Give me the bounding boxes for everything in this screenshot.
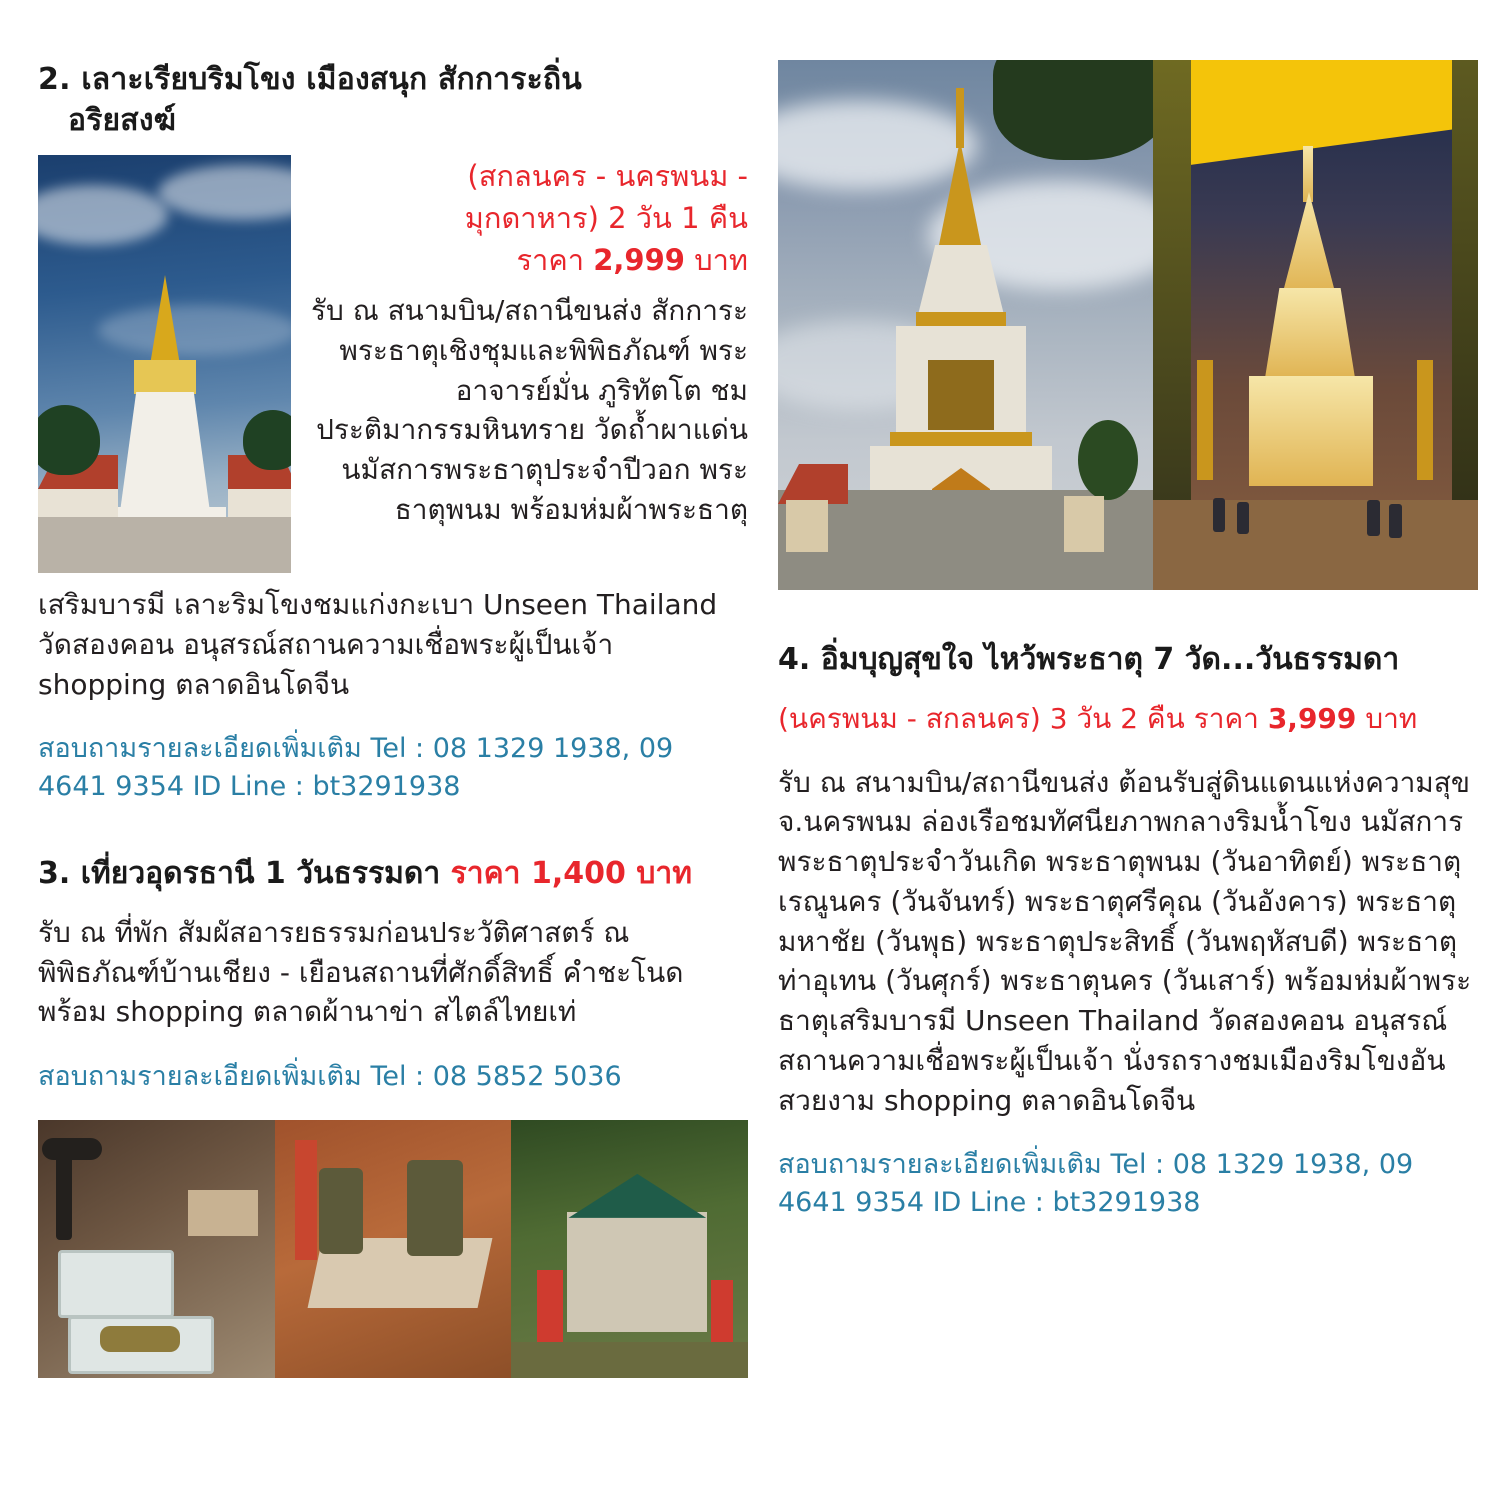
two-column-layout xyxy=(38,60,1472,1378)
lamp-post xyxy=(1417,360,1433,480)
package-4-contact: สอบถามรายละเอียดเพิ่มเติม Tel : 08 1329 1938, 09 4641 9354 ID Line : bt3291938 xyxy=(778,1149,1414,1219)
package-2-price-line1: (สกลนคร - นครพนม - xyxy=(467,159,748,193)
package-4-section xyxy=(778,640,1478,1222)
stupa-base-tier xyxy=(1249,376,1373,486)
package-3-title xyxy=(38,850,748,897)
visitor-figure xyxy=(1367,500,1380,536)
stupa-niche xyxy=(928,360,994,430)
package-4-price-prefix: (นครพนม - สกลนคร) 3 วัน 2 คืน ราคา xyxy=(778,701,1259,735)
package-3-contact: สอบถามรายละเอียดเพิ่มเติม Tel : 08 5852 5036 xyxy=(38,1061,622,1093)
worker-figure xyxy=(319,1168,363,1254)
ground-plane xyxy=(511,1342,748,1378)
package-2-price-value: 2,999 xyxy=(593,243,685,278)
package-4-description: รับ ณ สนามบิน/สถานีขนส่ง ต้อนรับสู่ดินแดนแห่งความสุข จ.นครพนม ล่องเรือชมทัศนียภาพกลางริมน้ำโขง นมัสการพระธาตุประจำวันเกิด พระธาตุพนม (วันอาทิตย์) พระธาตุเรณูนคร (วันจันทร์) พระธาตุศรีคุณ (วันอังคาร) พระธาตุมหาชัย (วันพุธ) พระธาตุประสิทธิ์ (วันพฤหัสบดี) พระธาตุท่าอุเทน (วันศุกร์) พระธาตุนคร (วันเสาร์) พร้อมห่มผ้าพระธาตุเสริมบารมี Unseen Thailand วัดสองคอน อนุสรณ์สถานความเชื่อพระผู้เป็นเจ้า นั่งรถรางชมเมืองริมโขงอันสวยงาม shopping ตลาดอินโดจีน xyxy=(778,765,1472,1117)
lamp-post xyxy=(1197,360,1213,480)
artifact-object xyxy=(100,1326,180,1352)
package-2-contact: สอบถามรายละเอียดเพิ่มเติม Tel : 08 1329 1938, 09 4641 9354 ID Line : bt3291938 xyxy=(38,733,674,803)
right-column xyxy=(778,60,1478,1222)
package-3-title-text: 3. เที่ยวอุดรธานี 1 วันธรรมดา xyxy=(38,855,441,891)
package-4-price xyxy=(778,697,1478,741)
package-2-price-line2: มุกดาหาร) 2 วัน 1 คืน xyxy=(464,201,748,236)
visitor-figure xyxy=(1237,502,1249,534)
package-2-title-line1: 2. เลาะเรียบริมโขง เมืองสนุก สักการะถิ่น xyxy=(38,62,583,97)
hero-image-night xyxy=(1153,60,1478,590)
stupa-gold-band xyxy=(890,432,1032,446)
package-2-price-label: ราคา xyxy=(516,243,585,278)
package-2-description-rest: เสริมบารมี เลาะริมโขงชมแก่งกะเบา Unseen Thailand วัดสองคอน อนุสรณ์สถานความเชื่อพระผู้เป็นเจ้า shopping ตลาดอินโดจีน xyxy=(38,588,718,701)
artifact-tray xyxy=(58,1250,174,1318)
package-4-title: 4. อิ่มบุญสุขใจ ไหว้พระธาตุ 7 วัด...วันธรรมดา xyxy=(778,642,1400,677)
package-4-hero-images xyxy=(778,60,1478,590)
cloud-shape xyxy=(98,305,291,355)
package-2-title-line2: อริยสงฆ์ xyxy=(68,102,177,138)
package-4-price-unit: บาท xyxy=(1365,701,1418,735)
package-4-price-value: 3,999 xyxy=(1267,701,1357,735)
tree-shape xyxy=(243,410,291,470)
visitor-figure xyxy=(1213,498,1225,532)
package-3-price-unit: บาท xyxy=(636,855,693,891)
buddha-statue xyxy=(1064,496,1104,552)
ground-plane xyxy=(38,517,291,573)
package-3-price-label: ราคา xyxy=(450,855,521,891)
package-3-price-value: 1,400 xyxy=(530,855,626,891)
package-3-description: รับ ณ ที่พัก สัมผัสอารยธรรมก่อนประวัติศาสตร์ ณ พิพิธภัณฑ์บ้านเชียง - เยือนสถานที่ศักดิ์สิทธิ์ คำชะโนด พร้อม shopping ตลาดผ้านาข่า สไตล์ไทยเท่ xyxy=(38,915,684,1029)
package-2-price-unit: บาท xyxy=(694,243,748,278)
plaza-ground xyxy=(1153,500,1478,590)
package-3-section xyxy=(38,850,748,1378)
left-column xyxy=(38,60,748,1378)
package-2-image xyxy=(38,155,291,573)
temple-wall-right xyxy=(228,489,291,517)
buddha-statue xyxy=(786,500,828,552)
lamp-head-icon xyxy=(42,1138,102,1160)
worker-figure xyxy=(407,1160,463,1256)
package-2-body xyxy=(38,155,748,579)
stupa-gold-band xyxy=(134,360,196,394)
visitor-figure xyxy=(1389,504,1402,538)
stupa-upper-tier xyxy=(1265,288,1355,378)
thumbnail-excavation xyxy=(275,1120,512,1378)
marker-post xyxy=(295,1140,317,1260)
package-3-thumbnail-row xyxy=(38,1120,748,1378)
thumbnail-shrine xyxy=(511,1120,748,1378)
thumbnail-museum xyxy=(38,1120,275,1378)
tree-shape xyxy=(1078,420,1138,500)
tree-foliage xyxy=(993,60,1153,160)
shrine-building xyxy=(567,1212,707,1332)
package-2-section xyxy=(38,60,748,806)
stupa-finial xyxy=(956,88,964,148)
lamp-arm-icon xyxy=(56,1150,72,1240)
stupa-finial xyxy=(1303,146,1313,202)
hero-image-day xyxy=(778,60,1153,590)
package-2-title xyxy=(38,60,748,141)
artifact-box xyxy=(188,1190,258,1236)
temple-wall-left xyxy=(38,489,118,517)
tree-shape xyxy=(38,405,100,475)
package-2-description-right: รับ ณ สนามบิน/สถานีขนส่ง สักการะพระธาตุเชิงชุมและพิพิธภัณฑ์ พระอาจารย์มั่น ภูริทัตโต ชมประติมากรรมหินทราย วัดถ้ำผาแด่น นมัสการพระธาตุประจำปีวอก พระธาตุพนม พร้อมห่มผ้าพระธาตุ xyxy=(311,294,748,526)
